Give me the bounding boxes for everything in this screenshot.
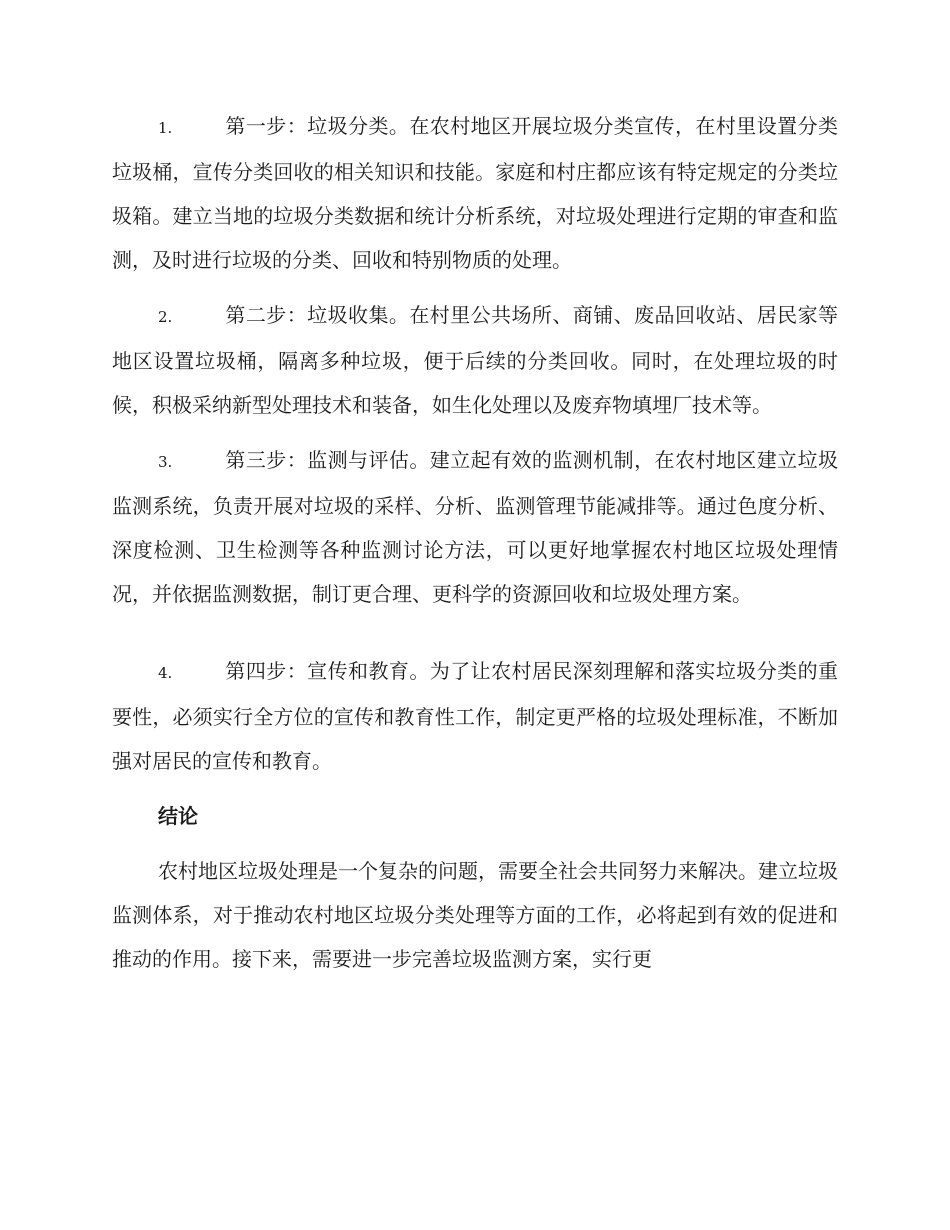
section-heading: 结论 (158, 804, 198, 828)
list-number: 4. (158, 664, 173, 682)
list-item-1 (112, 104, 838, 282)
conclusion-paragraph: 农村地区垃圾处理是一个复杂的问题，需要全社会共同努力来解决。建立垃圾监测体系，对于推动农村地区垃圾分类处理等方面的工作，必将起到有效的促进和推动的作用。接下来，需要进一步完善垃圾监测方案，实行更 (112, 859, 838, 971)
list-item-4 (112, 649, 838, 783)
list-item-text: 第四步：宣传和教育。为了让农村居民深刻理解和落实垃圾分类的重要性，必须实行全方位的宣传和教育性工作，制定更严格的垃圾处理标准，不断加强对居民的宣传和教育。 (112, 659, 838, 773)
list-number: 3. (158, 453, 173, 471)
list-item-2 (112, 293, 838, 427)
list-number: 2. (158, 308, 173, 326)
list-item-text: 第二步：垃圾收集。在村里公共场所、商铺、废品回收站、居民家等地区设置垃圾桶，隔离多种垃圾，便于后续的分类回收。同时，在处理垃圾的时候，积极采纳新型处理技术和装备，如生化处理以及废弃物填埋厂技术等。 (112, 303, 838, 417)
list-item-text: 第三步：监测与评估。建立起有效的监测机制，在农村地区建立垃圾监测系统，负责开展对垃圾的采样、分析、监测管理节能减排等。通过色度分析、深度检测、卫生检测等各种监测讨论方法，可以更好地掌握农村地区垃圾处理情况，并依据监测数据，制订更合理、更科学的资源回收和垃圾处理方案。 (112, 448, 838, 606)
list-item-text: 第一步：垃圾分类。在农村地区开展垃圾分类宣传，在村里设置分类垃圾桶，宣传分类回收的相关知识和技能。家庭和村庄都应该有特定规定的分类垃圾箱。建立当地的垃圾分类数据和统计分析系统，对垃圾处理进行定期的审查和监测，及时进行垃圾的分类、回收和特别物质的处理。 (112, 114, 838, 272)
list-number: 1. (158, 119, 173, 137)
list-item-3 (112, 438, 838, 616)
document-page (112, 104, 838, 981)
